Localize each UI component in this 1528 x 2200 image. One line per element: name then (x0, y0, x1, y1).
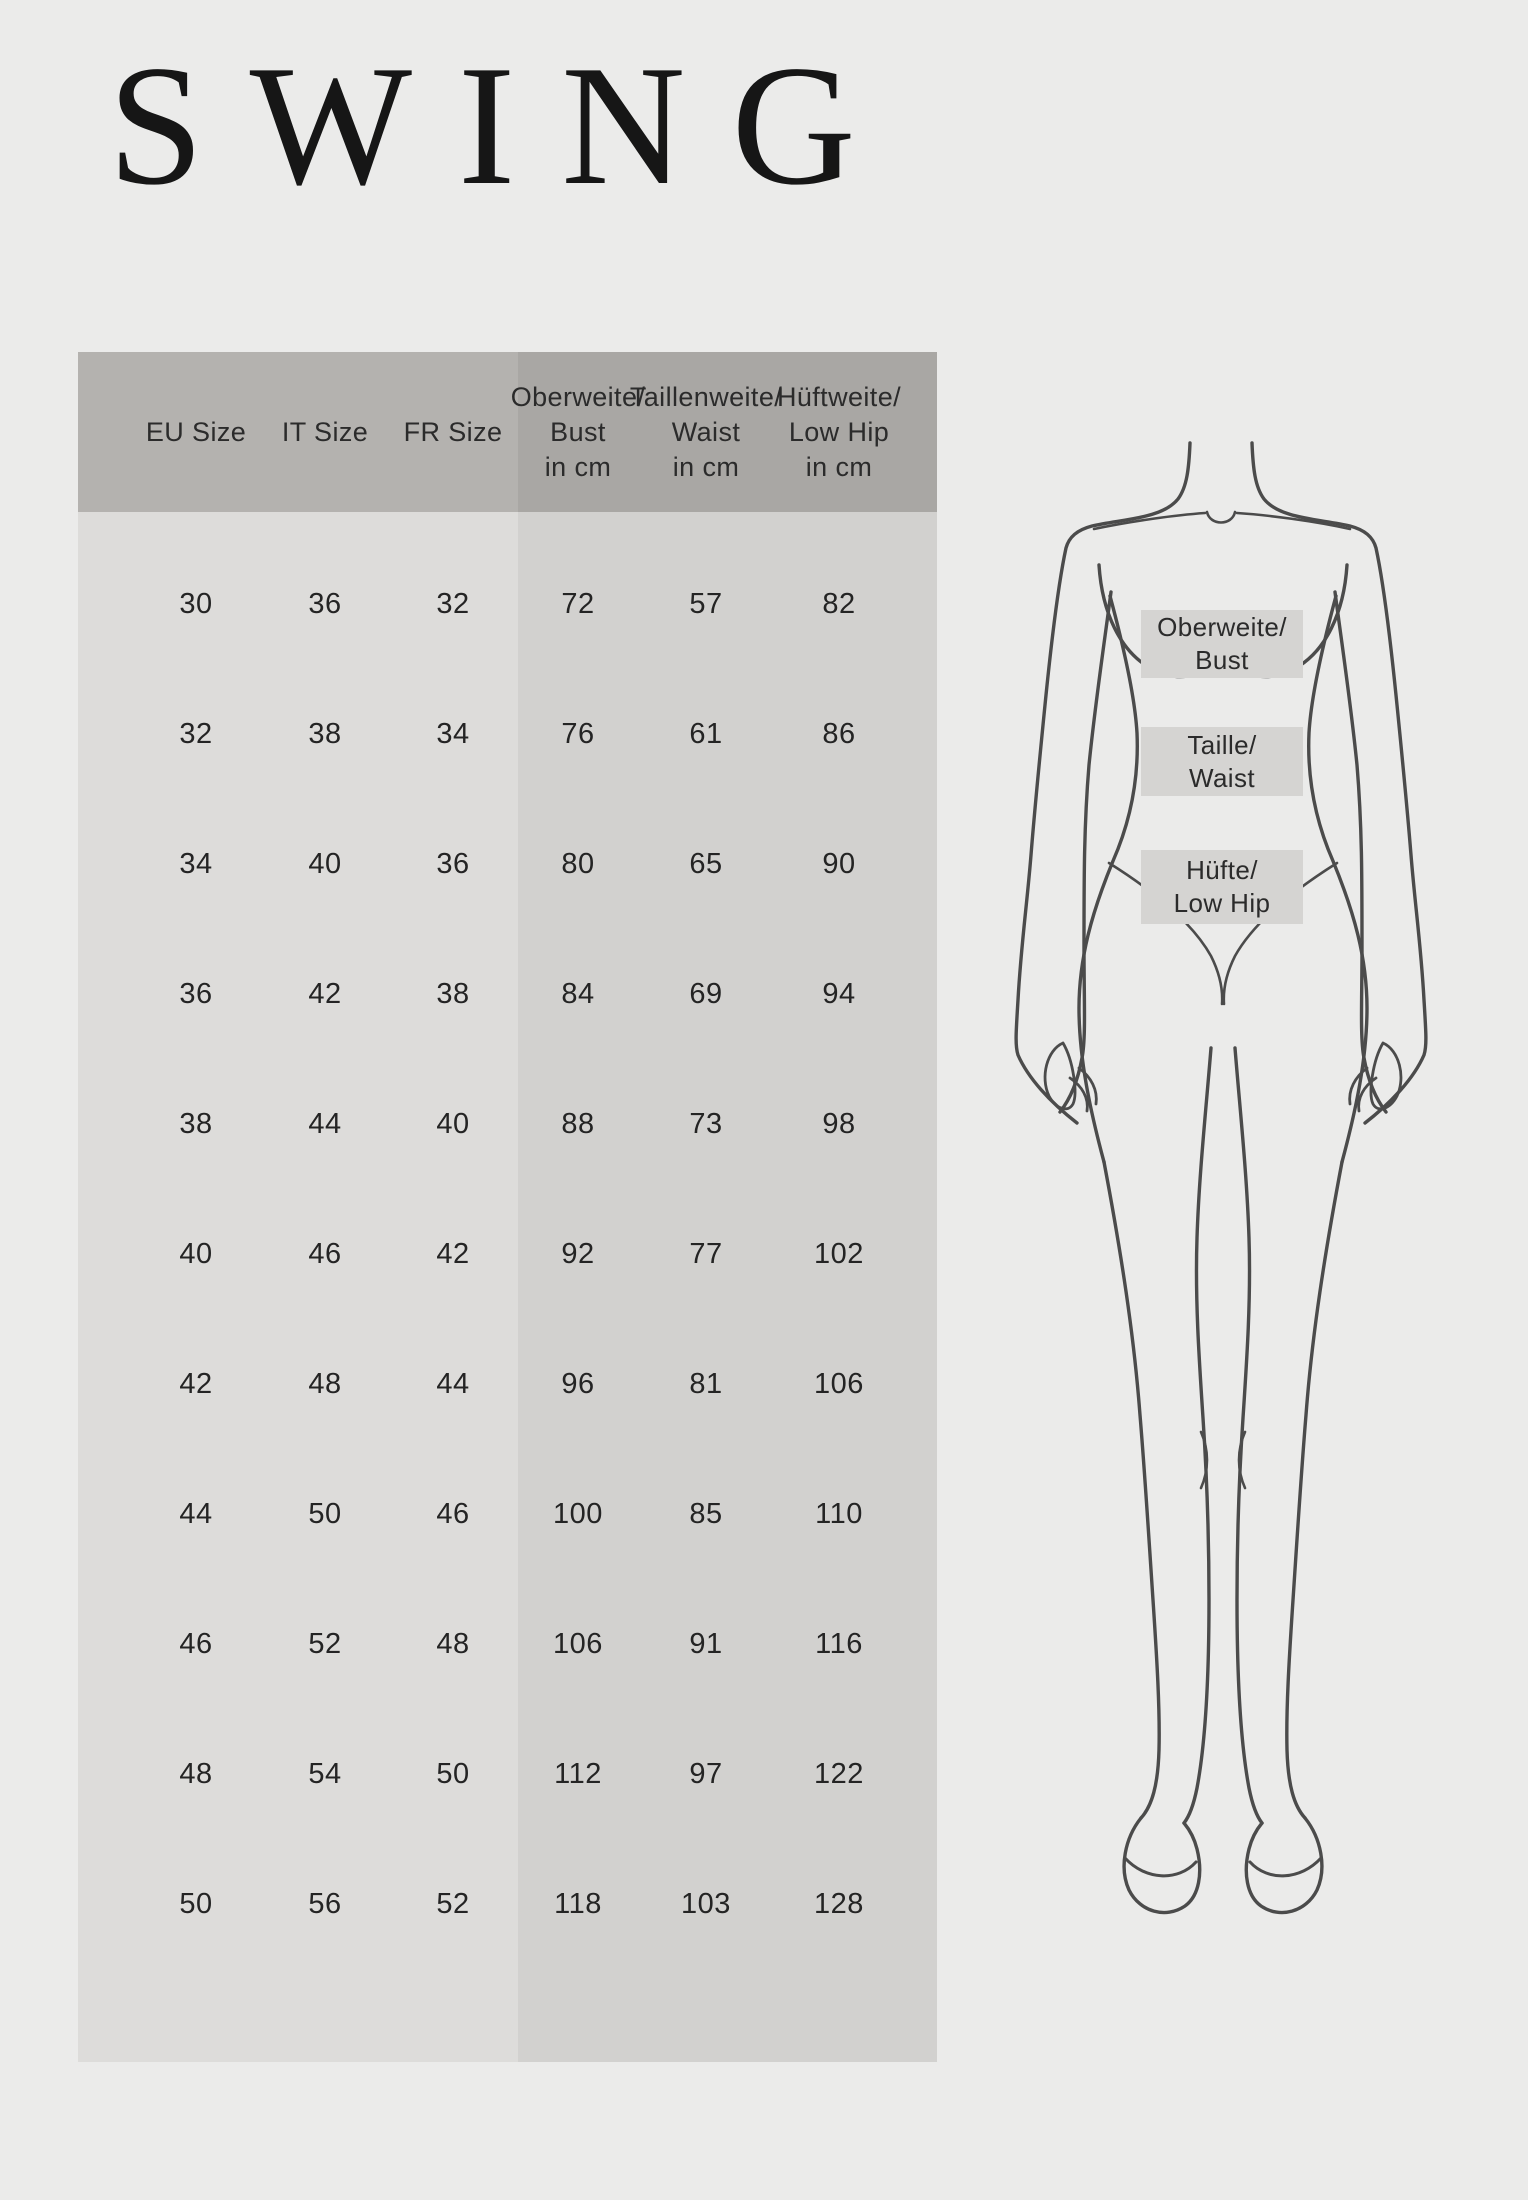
column-header-line: in cm (672, 451, 740, 482)
table-cell-fr: 44 (436, 1368, 470, 1400)
table-cell-fr: 32 (436, 588, 470, 620)
table-cell-waist: 65 (689, 848, 723, 880)
table-cell-fr: 34 (436, 718, 470, 750)
column-header-line: EU Size (145, 416, 247, 447)
table-cell-hip: 128 (814, 1888, 864, 1920)
table-cell-hip: 82 (822, 588, 856, 620)
table-row (78, 1497, 937, 1531)
table-cell-hip: 90 (822, 848, 856, 880)
column-header-line: Bust (550, 416, 606, 447)
table-cell-hip: 110 (815, 1498, 863, 1530)
table-cell-fr: 36 (436, 848, 470, 880)
figure-label-bust-line2: Bust (1195, 645, 1249, 675)
table-row (78, 1757, 937, 1791)
table-cell-fr: 50 (436, 1758, 470, 1790)
table-row (78, 1887, 937, 1921)
column-header-hip (754, 352, 924, 512)
table-cell-it: 40 (308, 848, 342, 880)
column-header-line: Taillenweite/ (629, 381, 783, 412)
table-cell-fr: 40 (436, 1108, 470, 1140)
table-row (78, 587, 937, 621)
table-cell-fr: 38 (436, 978, 470, 1010)
table-cell-it: 50 (308, 1498, 342, 1530)
figure-inner-arm-left (1060, 592, 1111, 1112)
figure-label-hip-line2: Low Hip (1173, 888, 1271, 918)
table-row (78, 1237, 937, 1271)
table-cell-it: 52 (308, 1628, 342, 1660)
figure-leg-inner-right (1235, 1048, 1262, 1823)
table-cell-eu: 38 (179, 1108, 213, 1140)
figure-label-bust-line1: Oberweite/ (1157, 612, 1287, 642)
table-cell-fr: 48 (436, 1628, 470, 1660)
table-cell-bust: 72 (561, 588, 595, 620)
table-cell-it: 42 (308, 978, 342, 1010)
column-header-line: FR Size (403, 416, 503, 447)
figure-foot-arc-right (1250, 1858, 1321, 1876)
figure-label-waist (1141, 727, 1303, 796)
table-cell-bust: 112 (554, 1758, 602, 1790)
table-cell-hip: 94 (822, 978, 856, 1010)
column-header-line: Oberweite/ (510, 381, 646, 412)
column-header-line: Low Hip (788, 416, 890, 447)
table-cell-it: 56 (308, 1888, 342, 1920)
figure-foot-arc-left (1125, 1858, 1196, 1876)
size-table (78, 352, 937, 2062)
figure-leg-outer-right (1287, 1162, 1342, 1818)
table-cell-hip: 102 (814, 1238, 864, 1270)
table-cell-it: 36 (308, 588, 342, 620)
figure-inner-arm-right (1335, 592, 1386, 1112)
table-cell-waist: 61 (689, 718, 723, 750)
brand-title: SWING (108, 31, 902, 221)
table-cell-waist: 85 (689, 1498, 723, 1530)
table-cell-bust: 84 (561, 978, 595, 1010)
table-cell-eu: 46 (179, 1628, 213, 1660)
table-cell-bust: 80 (561, 848, 595, 880)
table-cell-hip: 122 (814, 1758, 864, 1790)
table-cell-waist: 103 (681, 1888, 731, 1920)
figure-label-bust (1141, 610, 1303, 678)
table-cell-it: 38 (308, 718, 342, 750)
table-cell-eu: 32 (179, 718, 213, 750)
table-cell-waist: 73 (689, 1108, 723, 1140)
table-row (78, 1107, 937, 1141)
table-row (78, 847, 937, 881)
table-cell-eu: 36 (179, 978, 213, 1010)
table-cell-waist: 91 (689, 1628, 723, 1660)
column-header-line: in cm (544, 451, 612, 482)
table-cell-bust: 106 (553, 1628, 603, 1660)
table-cell-bust: 96 (561, 1368, 595, 1400)
table-cell-hip: 98 (822, 1108, 856, 1140)
figure-label-waist-line1: Taille/ (1187, 729, 1257, 760)
figure-neck-notch (1207, 512, 1235, 523)
table-row (78, 977, 937, 1011)
table-row (78, 1627, 937, 1661)
table-row (78, 717, 937, 751)
table-cell-fr: 52 (436, 1888, 470, 1920)
table-cell-waist: 77 (689, 1238, 723, 1270)
table-cell-waist: 97 (689, 1758, 723, 1790)
table-row (78, 1367, 937, 1401)
table-cell-eu: 34 (179, 848, 213, 880)
figure-leg-inner-left (1184, 1048, 1211, 1823)
table-cell-it: 44 (308, 1108, 342, 1140)
figure-label-hip (1141, 850, 1303, 924)
figure-leg-outer-left (1104, 1162, 1159, 1818)
figure-label-hip-line1: Hüfte/ (1186, 855, 1258, 885)
column-header-line: Hüftweite/ (776, 381, 902, 412)
figure-thumb-right (1371, 1043, 1401, 1109)
table-cell-eu: 50 (179, 1888, 213, 1920)
table-cell-waist: 57 (689, 588, 723, 620)
figure-foot-right (1246, 1818, 1322, 1913)
table-cell-it: 54 (308, 1758, 342, 1790)
column-header-line: Waist (671, 416, 741, 447)
table-cell-bust: 100 (553, 1498, 603, 1530)
table-cell-bust: 88 (561, 1108, 595, 1140)
table-cell-eu: 48 (179, 1758, 213, 1790)
figure-label-waist-line2: Waist (1188, 762, 1256, 793)
table-cell-fr: 42 (436, 1238, 470, 1270)
table-cell-it: 48 (308, 1368, 342, 1400)
column-header-line: in cm (805, 451, 873, 482)
table-cell-hip: 106 (814, 1368, 864, 1400)
table-cell-waist: 69 (689, 978, 723, 1010)
table-cell-bust: 118 (554, 1888, 602, 1920)
table-cell-eu: 40 (179, 1238, 213, 1270)
table-cell-eu: 44 (179, 1498, 213, 1530)
figure-thumb-left (1045, 1043, 1075, 1109)
table-cell-bust: 92 (561, 1238, 595, 1270)
table-cell-waist: 81 (689, 1368, 723, 1400)
table-cell-fr: 46 (436, 1498, 470, 1530)
table-cell-hip: 116 (815, 1628, 863, 1660)
figure-foot-left (1124, 1818, 1200, 1913)
table-cell-hip: 86 (822, 718, 856, 750)
table-cell-it: 46 (308, 1238, 342, 1270)
table-cell-eu: 42 (179, 1368, 213, 1400)
column-header-line: IT Size (281, 416, 369, 447)
table-cell-bust: 76 (561, 718, 595, 750)
table-cell-eu: 30 (179, 588, 213, 620)
